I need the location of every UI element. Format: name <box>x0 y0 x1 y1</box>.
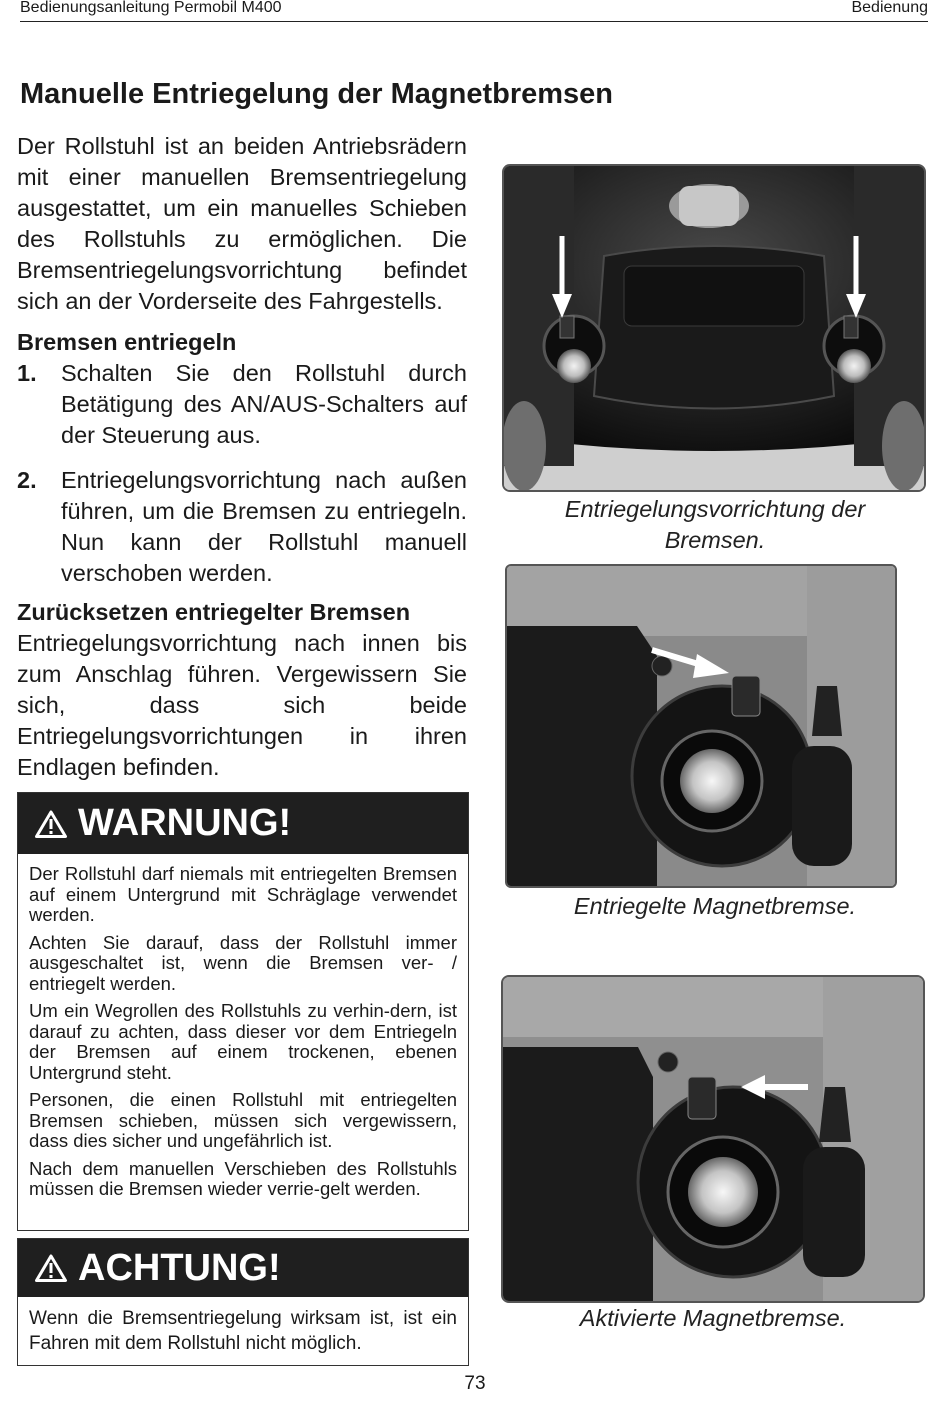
page-title: Manuelle Entriegelung der Magnetbremsen <box>20 78 613 110</box>
intro-paragraph: Der Rollstuhl ist an beiden Antriebsrädern mit einer manuellen Bremsentriegelung ausgestattet, um ein manuelles Schieben des Rollstuhls zu ermöglichen. Die Bremsentriegelungsvorrichtung befindet sich an der Vorderseite des Fahrgestells. <box>17 133 467 314</box>
release-step-1 <box>17 358 467 451</box>
warning-paragraph: Der Rollstuhl darf niemals mit entriegelten Bremsen auf einem Untergrund mit Schräglage verwendet werden. <box>29 863 457 925</box>
released-brake-photo <box>505 564 897 888</box>
figure-caption: Aktivierte Magnetbremse. <box>579 1305 847 1331</box>
chassis-front-photo <box>502 164 926 492</box>
step-number: 2. <box>17 467 37 493</box>
caution-header <box>18 1239 468 1297</box>
warning-paragraph: Achten Sie darauf, dass der Rollstuhl immer ausgeschaltet ist, wenn die Bremsen ver- / entriegelt werden. <box>29 931 457 994</box>
warning-paragraph: Um ein Wegrollen des Rollstuhls zu verhin-dern, ist darauf zu achten, dass dieser vor dem Entriegeln der Bremsen auf einem trockenen, ebenen Untergrund steht. <box>29 1000 457 1083</box>
release-heading: Bremsen entriegeln <box>17 329 237 355</box>
caution-title: ACHTUNG! <box>78 1246 281 1289</box>
release-step-2 <box>17 465 467 589</box>
warning-paragraph: Personen, die einen Rollstuhl mit entriegelten Bremsen schieben, müssen sich vergewissern, dass dies sicher und ungefährlich ist. <box>29 1089 457 1151</box>
engaged-brake-photo <box>501 975 925 1303</box>
warning-header <box>18 793 468 854</box>
warning-paragraph: Nach dem manuellen Verschieben des Rollstuhls müssen die Bremsen wieder verrie-gelt werden. <box>29 1157 457 1199</box>
reset-heading: Zurücksetzen entriegelter Bremsen <box>17 599 411 625</box>
caution-paragraph: Wenn die Bremsentriegelung wirksam ist, ist ein Fahren mit dem Rollstuhl nicht möglich. <box>29 1308 457 1354</box>
warning-triangle-icon <box>34 809 68 839</box>
header-section: Bedienung <box>851 0 928 16</box>
caution-body <box>18 1297 468 1356</box>
header-manual-title: Bedienungsanleitung Permobil M400 <box>20 0 282 16</box>
caution-box <box>17 1238 469 1366</box>
page-number: 73 <box>464 1373 486 1394</box>
reset-paragraph: Entriegelungsvorrichtung nach innen bis zum Anschlag führen. Vergewissern Sie sich, dass sich beide Entriegelungsvorrichtungen in ihren Endlagen befinden. <box>17 630 467 780</box>
warning-triangle-icon <box>34 1253 68 1283</box>
warning-body <box>18 854 468 1200</box>
step-text: Entriegelungsvorrichtung nach außen führen, um die Bremsen zu entriegeln. Nun kann der Rollstuhl manuell verschoben werden. <box>61 467 467 586</box>
page-header <box>20 0 928 22</box>
figure-caption: Entriegelte Magnetbremse. <box>573 893 857 919</box>
figure-caption: Entriegelungsvorrichtung der Bremsen. <box>564 496 866 553</box>
step-text: Schalten Sie den Rollstuhl durch Betätigung des AN/AUS-Schalters auf der Steuerung aus. <box>61 360 467 448</box>
warning-title: WARNUNG! <box>78 802 292 844</box>
step-number: 1. <box>17 360 37 386</box>
warning-box <box>17 792 469 1231</box>
